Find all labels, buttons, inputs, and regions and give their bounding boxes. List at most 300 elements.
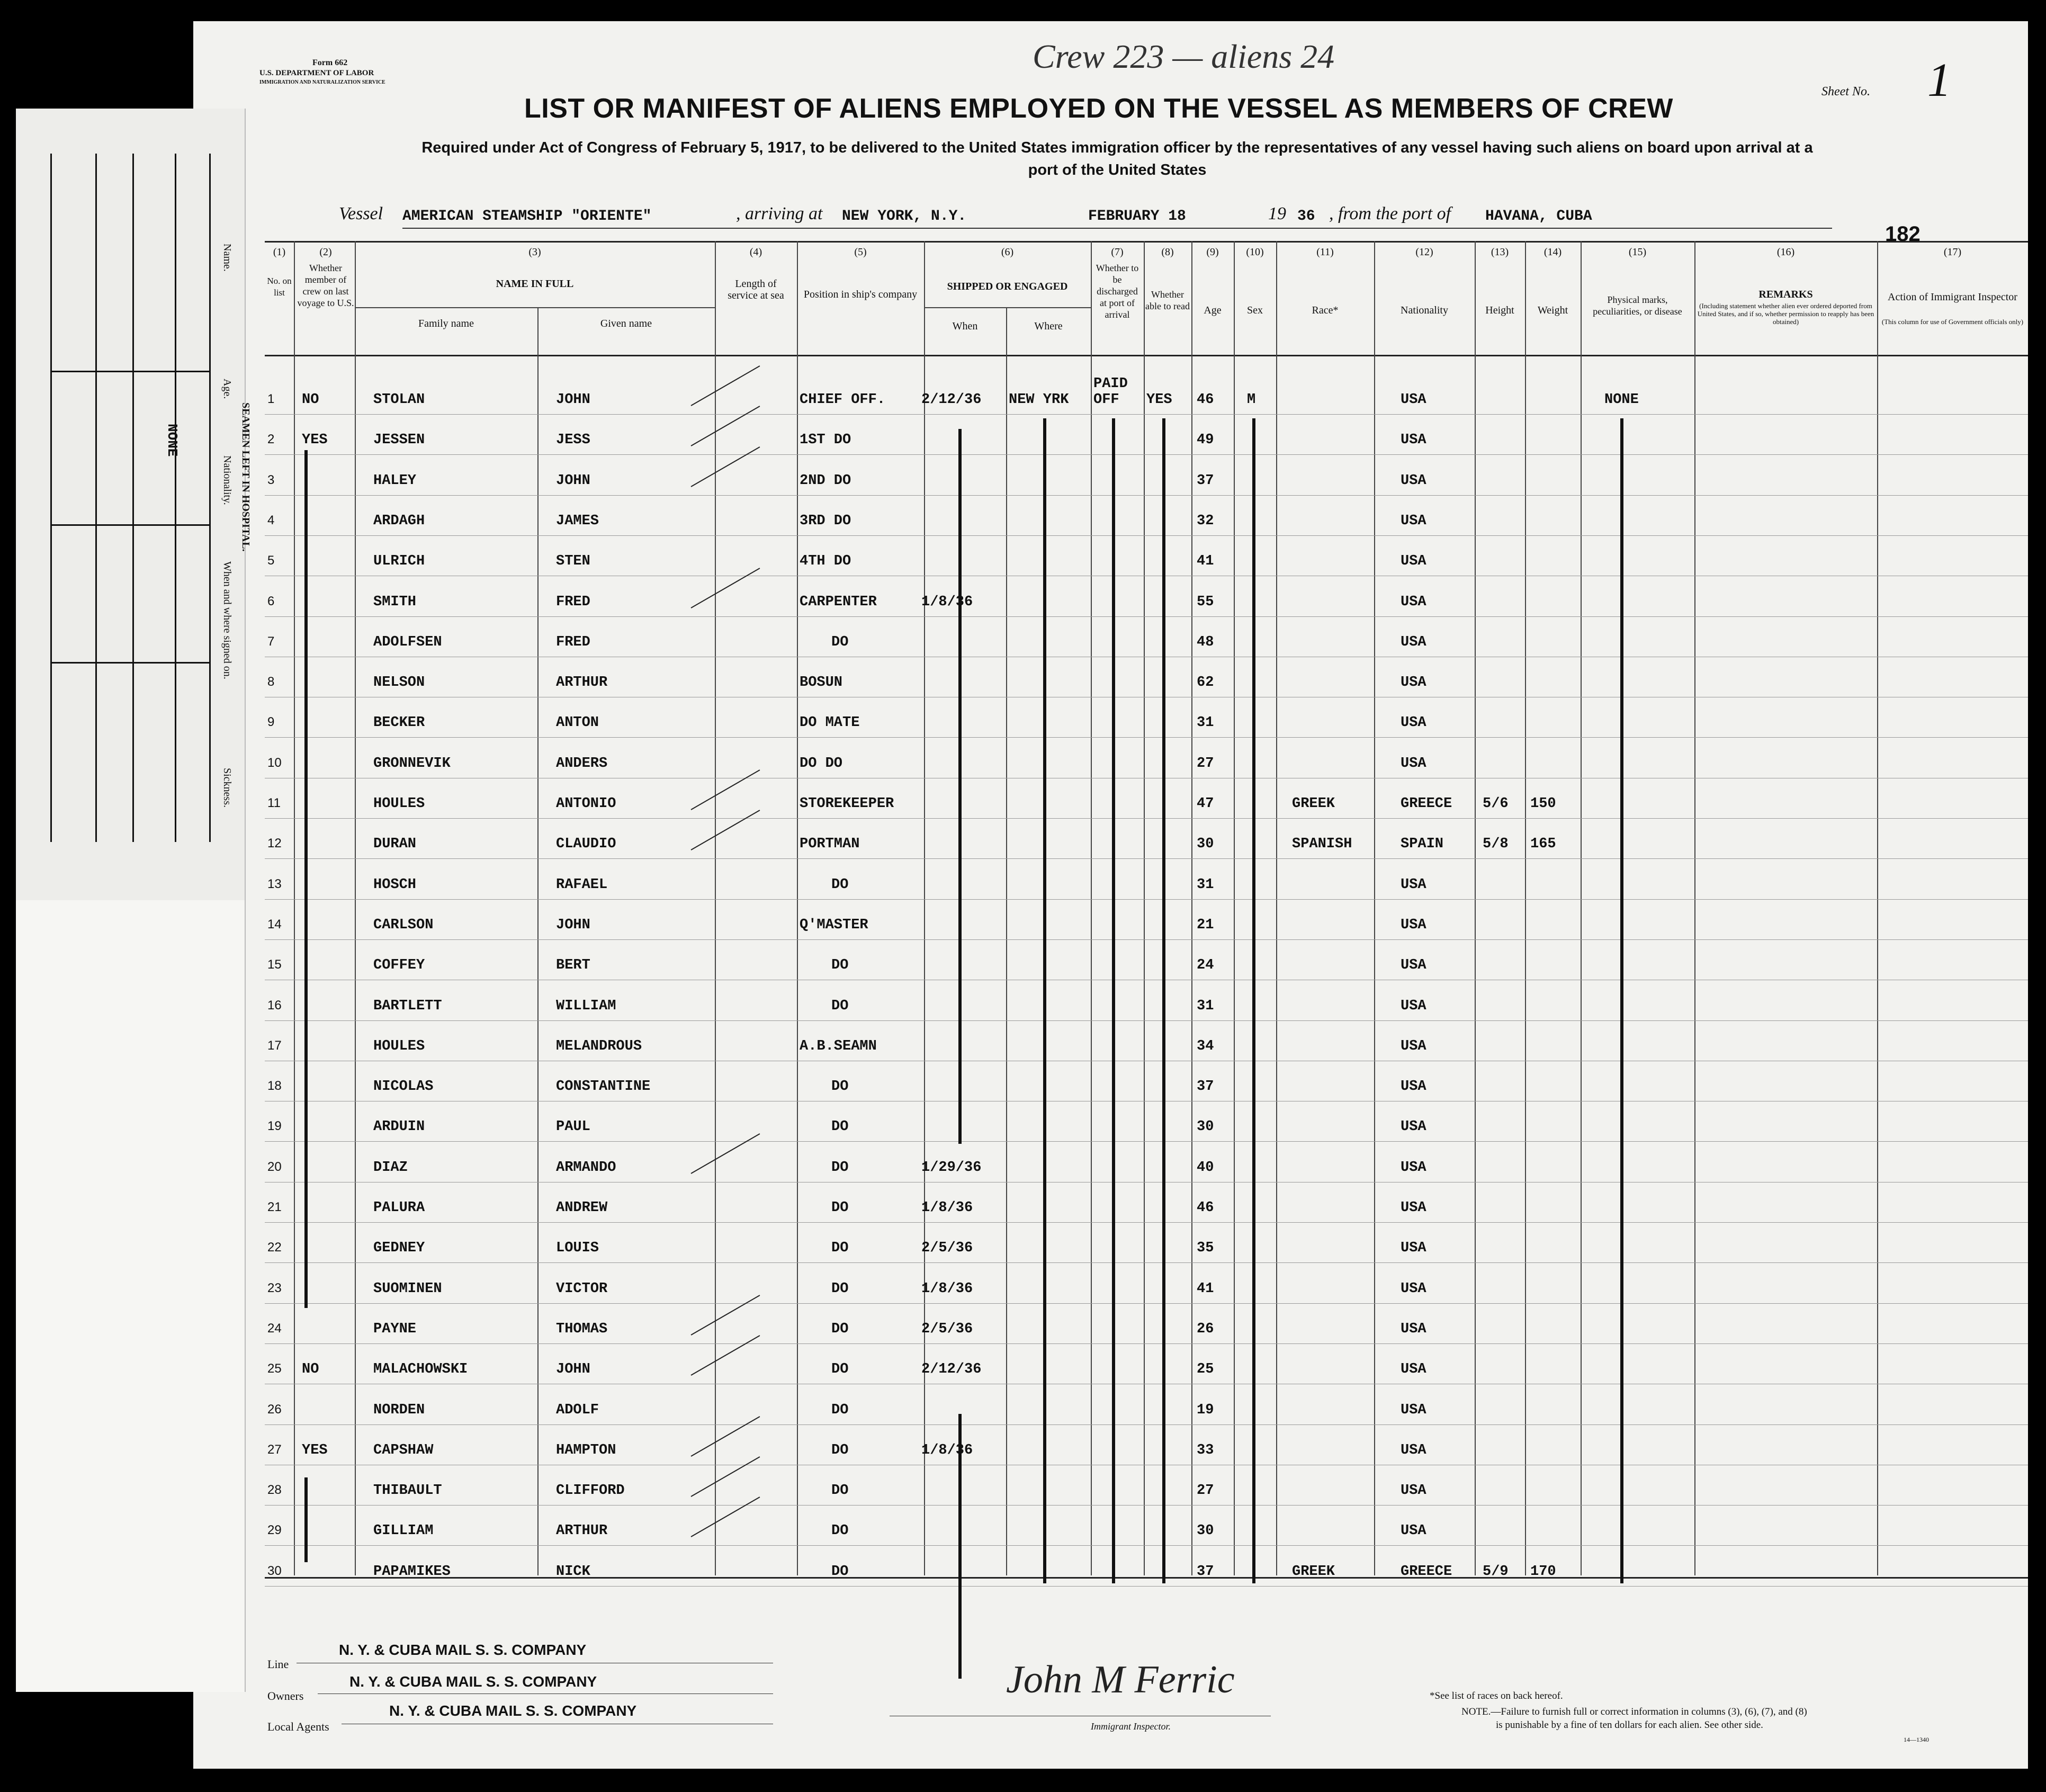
crew-age: 37	[1197, 472, 1214, 489]
crew-family-name: CARLSON	[373, 917, 434, 933]
crew-row-number: 3	[267, 472, 275, 487]
row-rule	[265, 858, 2028, 859]
crew-family-name: SMITH	[373, 594, 417, 610]
row-rule	[265, 616, 2028, 617]
handwritten-count: Crew 223 — aliens 24	[1033, 38, 1335, 75]
crew-family-name: GRONNEVIK	[373, 755, 451, 772]
crew-row-number: 1	[267, 392, 275, 406]
crew-position: DO	[831, 1200, 849, 1216]
crew-row-number: 16	[267, 998, 282, 1013]
col16-number: (16)	[1776, 246, 1795, 258]
crew-given-name: ARMANDO	[556, 1159, 616, 1176]
crew-position: DO	[831, 1079, 849, 1095]
col3-label: NAME IN FULL	[496, 278, 574, 290]
crew-nationality: USA	[1401, 634, 1426, 650]
vessel-label: Vessel	[339, 204, 383, 223]
agents-company: N. Y. & CUBA MAIL S. S. COMPANY	[389, 1703, 637, 1719]
crew-family-name: PAYNE	[373, 1321, 417, 1337]
crew-given-name: JOHN	[556, 472, 590, 489]
col-divider	[715, 241, 716, 1575]
crew-physical-marks: NONE	[1604, 392, 1639, 408]
vessel-name: AMERICAN STEAMSHIP "ORIENTE"	[402, 208, 652, 225]
crew-age: 31	[1197, 715, 1214, 731]
crew-discharged: PAID OFF	[1093, 376, 1128, 408]
ditto-stroke	[958, 1414, 962, 1679]
sheet-number: 1	[1927, 54, 1951, 106]
crew-family-name: ADOLFSEN	[373, 634, 442, 650]
ditto-stroke	[1620, 418, 1623, 1583]
col4-number: (4)	[749, 246, 762, 258]
col-divider	[1091, 241, 1092, 1575]
crew-family-name: BARTLETT	[373, 998, 442, 1014]
crew-age: 46	[1197, 392, 1214, 408]
col6-when-label: When	[952, 320, 978, 332]
row-rule	[265, 414, 2028, 415]
col6-where-label: Where	[1034, 320, 1063, 332]
crew-family-name: JESSEN	[373, 432, 425, 449]
col2-label: Whether member of crew on last voyage to U.S.	[297, 263, 354, 308]
crew-given-name: THOMAS	[556, 1321, 608, 1337]
crew-last-voyage: YES	[302, 1442, 328, 1458]
inspector-label: Immigrant Inspector.	[1091, 1721, 1171, 1732]
crew-shipped-when: 2/5/36	[921, 1321, 973, 1337]
col14-number: (14)	[1544, 246, 1562, 258]
crew-shipped-when: 1/29/36	[921, 1159, 982, 1176]
page-title: LIST OR MANIFEST OF ALIENS EMPLOYED ON THE VESSEL AS MEMBERS OF CREW	[524, 93, 1673, 124]
crew-given-name: VICTOR	[556, 1280, 608, 1297]
departure-port: HAVANA, CUBA	[1485, 208, 1592, 225]
crew-family-name: COFFEY	[373, 957, 425, 974]
crew-given-name: JOHN	[556, 392, 590, 408]
col3-given-label: Given name	[600, 318, 652, 329]
crew-age: 32	[1197, 513, 1214, 529]
crew-family-name: THIBAULT	[373, 1483, 442, 1499]
crew-given-name: ANDREW	[556, 1200, 608, 1216]
col-divider	[1475, 241, 1476, 1575]
shipped-subheader-rule	[924, 307, 1091, 308]
crew-given-name: JOHN	[556, 917, 590, 933]
arrival-port: NEW YORK, N.Y.	[842, 208, 967, 225]
flap-age-header: Age.	[221, 379, 233, 399]
crew-row-number: 9	[267, 715, 275, 730]
col7-number: (7)	[1111, 246, 1124, 258]
col1-label: No. on list	[267, 276, 292, 298]
name-subheader-rule	[355, 307, 715, 308]
crew-nationality: USA	[1401, 553, 1426, 570]
crew-position: PORTMAN	[800, 836, 860, 853]
vessel-underline	[402, 228, 1832, 229]
crew-age: 37	[1197, 1563, 1214, 1580]
crew-position: DO MATE	[800, 715, 860, 731]
col-divider	[1374, 241, 1375, 1575]
crew-position: DO	[831, 957, 849, 974]
crew-nationality: USA	[1401, 1321, 1426, 1337]
crew-nationality: USA	[1401, 1038, 1426, 1054]
crew-position: DO	[831, 634, 849, 650]
crew-age: 30	[1197, 1119, 1214, 1135]
crew-age: 27	[1197, 755, 1214, 772]
crew-age: 47	[1197, 796, 1214, 812]
service: IMMIGRATION AND NATURALIZATION SERVICE	[259, 79, 385, 85]
flap-rule	[132, 154, 134, 842]
line-label: Line	[267, 1657, 289, 1671]
crew-race: GREEK	[1292, 796, 1335, 812]
crew-given-name: CONSTANTINE	[556, 1079, 651, 1095]
col-divider	[1006, 307, 1007, 1575]
col11-label: Race*	[1312, 304, 1339, 316]
crew-position: DO DO	[800, 755, 843, 772]
ditto-stroke	[1112, 418, 1115, 1583]
crew-weight: 165	[1530, 836, 1556, 853]
crew-age: 49	[1197, 432, 1214, 449]
flap-rule	[209, 154, 211, 842]
row-rule	[265, 1505, 2028, 1506]
flap-rule	[95, 154, 97, 842]
crew-age: 35	[1197, 1240, 1214, 1257]
flap-rule	[50, 371, 209, 372]
crew-given-name: ARTHUR	[556, 675, 608, 691]
crew-position: DO	[831, 1402, 849, 1418]
sheet-label: Sheet No.	[1821, 85, 1870, 98]
row-rule	[265, 1303, 2028, 1304]
row-rule	[265, 1545, 2028, 1546]
crew-age: 46	[1197, 1200, 1214, 1216]
crew-row-number: 26	[267, 1402, 282, 1417]
crew-row-number: 2	[267, 432, 275, 447]
col4-label: Length of service at sea	[728, 278, 784, 301]
col8-number: (8)	[1161, 246, 1174, 258]
col-divider	[1581, 241, 1582, 1575]
crew-position: DO	[831, 1280, 849, 1297]
crew-nationality: USA	[1401, 472, 1426, 489]
crew-given-name: MELANDROUS	[556, 1038, 642, 1054]
crew-position: DO	[831, 1523, 849, 1539]
col-divider	[294, 241, 295, 1575]
col3-family-label: Family name	[418, 318, 474, 329]
crew-position: BOSUN	[800, 675, 843, 691]
crew-nationality: USA	[1401, 1119, 1426, 1135]
col15-number: (15)	[1628, 246, 1647, 258]
col13-number: (13)	[1491, 246, 1509, 258]
crew-family-name: HOSCH	[373, 876, 417, 893]
crew-row-number: 15	[267, 957, 282, 972]
col-divider	[1877, 241, 1878, 1575]
row-rule	[265, 535, 2028, 536]
note-fine: is punishable by a fine of ten dollars for each alien. See other side.	[1496, 1719, 1763, 1731]
crew-nationality: USA	[1401, 1280, 1426, 1297]
crew-age: 19	[1197, 1402, 1214, 1418]
flap-name-header: Name.	[221, 244, 233, 272]
crew-nationality: USA	[1401, 675, 1426, 691]
crew-family-name: ULRICH	[373, 553, 425, 570]
col17-label: Action of Immigrant Inspector	[1888, 291, 2017, 303]
col10-label: Sex	[1247, 304, 1263, 316]
crew-age: 31	[1197, 998, 1214, 1014]
crew-row-number: 24	[267, 1321, 282, 1336]
crew-height: 5/9	[1483, 1563, 1509, 1580]
col11-number: (11)	[1316, 246, 1334, 258]
crew-row-number: 28	[267, 1483, 282, 1498]
form-number: Form 662	[312, 58, 348, 67]
crew-family-name: ARDAGH	[373, 513, 425, 529]
crew-position: DO	[831, 1442, 849, 1458]
crew-family-name: NICOLAS	[373, 1079, 434, 1095]
note-races: *See list of races on back hereof.	[1430, 1690, 1563, 1701]
crew-family-name: HOULES	[373, 1038, 425, 1054]
crew-nationality: USA	[1401, 1483, 1426, 1499]
crew-given-name: ANTONIO	[556, 796, 616, 812]
arrival-date: FEBRUARY 18	[1088, 208, 1186, 225]
header-bottom-rule	[265, 355, 2028, 356]
crew-nationality: USA	[1401, 1200, 1426, 1216]
crew-last-voyage: NO	[302, 1361, 319, 1378]
crew-nationality: USA	[1401, 998, 1426, 1014]
crew-given-name: ADOLF	[556, 1402, 599, 1418]
arriving-label: , arriving at	[736, 204, 823, 223]
crew-nationality: USA	[1401, 432, 1426, 449]
row-rule	[265, 737, 2028, 738]
crew-position: DO	[831, 876, 849, 893]
crew-family-name: HOULES	[373, 796, 425, 812]
crew-age: 41	[1197, 1280, 1214, 1297]
flap-rule	[50, 154, 52, 842]
col9-number: (9)	[1206, 246, 1219, 258]
crew-given-name: JESS	[556, 432, 590, 449]
col-divider	[1191, 241, 1192, 1575]
col5-label: Position in ship's company	[803, 289, 918, 300]
crew-shipped-when: 1/8/36	[921, 1200, 973, 1216]
crew-position: A.B.SEAMN	[800, 1038, 877, 1054]
crew-nationality: USA	[1401, 1159, 1426, 1176]
crew-position: DO	[831, 1321, 849, 1337]
crew-nationality: USA	[1401, 513, 1426, 529]
crew-height: 5/6	[1483, 796, 1509, 812]
crew-position: DO	[831, 998, 849, 1014]
col16-label: REMARKS	[1758, 289, 1813, 300]
crew-family-name: NELSON	[373, 675, 425, 691]
line-company: N. Y. & CUBA MAIL S. S. COMPANY	[339, 1642, 587, 1658]
ditto-stroke	[304, 1477, 308, 1562]
crew-given-name: FRED	[556, 594, 590, 610]
crew-given-name: ANTON	[556, 715, 599, 731]
crew-row-number: 13	[267, 876, 282, 891]
crew-position: DO	[831, 1119, 849, 1135]
crew-position: CARPENTER	[800, 594, 877, 610]
crew-nationality: USA	[1401, 1240, 1426, 1257]
crew-family-name: STOLAN	[373, 392, 425, 408]
hospital-flap-lower	[16, 900, 245, 1692]
row-rule	[265, 1343, 2028, 1344]
crew-nationality: USA	[1401, 392, 1426, 408]
crew-row-number: 12	[267, 836, 282, 851]
year-prefix: 19	[1268, 204, 1286, 223]
crew-given-name: CLAUDIO	[556, 836, 616, 853]
crew-position: DO	[831, 1240, 849, 1257]
crew-position: DO	[831, 1483, 849, 1499]
crew-position: 1ST DO	[800, 432, 851, 449]
crew-row-number: 7	[267, 634, 275, 649]
crew-race: GREEK	[1292, 1563, 1335, 1580]
crew-family-name: DIAZ	[373, 1159, 408, 1176]
col-divider	[537, 307, 539, 1575]
crew-nationality: SPAIN	[1401, 836, 1444, 853]
col2-number: (2)	[319, 246, 332, 258]
crew-given-name: JAMES	[556, 513, 599, 529]
col-divider	[355, 241, 356, 1575]
crew-shipped-when: 1/8/36	[921, 1442, 973, 1458]
crew-nationality: GREECE	[1401, 1563, 1452, 1580]
crew-given-name: LOUIS	[556, 1240, 599, 1257]
col-divider	[1144, 241, 1145, 1575]
row-rule	[265, 899, 2028, 900]
row-rule	[265, 1586, 2028, 1587]
crew-nationality: USA	[1401, 1442, 1426, 1458]
crew-family-name: NORDEN	[373, 1402, 425, 1418]
crew-given-name: STEN	[556, 553, 590, 570]
col3-number: (3)	[528, 246, 541, 258]
row-rule	[265, 1141, 2028, 1142]
ditto-stroke	[1043, 418, 1046, 1583]
crew-given-name: RAFAEL	[556, 876, 608, 893]
row-rule	[265, 1262, 2028, 1263]
col1-number: (1)	[273, 246, 286, 258]
crew-nationality: USA	[1401, 957, 1426, 974]
crew-race: SPANISH	[1292, 836, 1352, 853]
ditto-stroke	[1252, 418, 1255, 1583]
crew-row-number: 25	[267, 1361, 282, 1376]
crew-nationality: USA	[1401, 594, 1426, 610]
ditto-stroke	[304, 1070, 308, 1297]
row-rule	[265, 1020, 2028, 1021]
col9-label: Age	[1204, 304, 1222, 316]
crew-position: DO	[831, 1361, 849, 1378]
agents-label: Local Agents	[267, 1720, 329, 1733]
crew-row-number: 23	[267, 1280, 282, 1295]
crew-family-name: ARDUIN	[373, 1119, 425, 1135]
ditto-stroke	[958, 429, 962, 1144]
crew-nationality: USA	[1401, 715, 1426, 731]
flap-none: NONE	[164, 424, 180, 457]
crew-position: DO	[831, 1159, 849, 1176]
crew-row-number: 22	[267, 1240, 282, 1255]
row-rule	[265, 495, 2028, 496]
crew-row-number: 19	[267, 1119, 282, 1134]
crew-family-name: PAPAMIKES	[373, 1563, 451, 1580]
col17-note: (This column for use of Government officials only)	[1881, 318, 2024, 326]
crew-age: 27	[1197, 1483, 1214, 1499]
crew-able-to-read: YES	[1146, 392, 1172, 408]
note-failure: NOTE.—Failure to furnish full or correct information in columns (3), (6), (7), and (8)	[1461, 1706, 1807, 1717]
crew-age: 37	[1197, 1079, 1214, 1095]
crew-row-number: 30	[267, 1563, 282, 1578]
crew-table	[265, 241, 2028, 1579]
flap-rule	[50, 524, 209, 526]
col17-number: (17)	[1943, 246, 1962, 258]
crew-position: STOREKEEPER	[800, 796, 894, 812]
crew-nationality: USA	[1401, 755, 1426, 772]
crew-family-name: PALURA	[373, 1200, 425, 1216]
subtitle-line-2: port of the United States	[1028, 162, 1207, 178]
crew-row-number: 10	[267, 755, 282, 770]
crew-row-number: 21	[267, 1200, 282, 1214]
flap-title: SEAMEN LEFT IN HOSPITAL.	[240, 402, 252, 552]
crew-age: 21	[1197, 917, 1214, 933]
department: U.S. DEPARTMENT OF LABOR	[259, 69, 374, 77]
col5-number: (5)	[854, 246, 867, 258]
crew-row-number: 29	[267, 1523, 282, 1538]
crew-shipped-when: 2/12/36	[921, 1361, 982, 1378]
crew-given-name: BERT	[556, 957, 590, 974]
crew-position: CHIEF OFF.	[800, 392, 886, 408]
crew-nationality: USA	[1401, 1523, 1426, 1539]
flap-sickness-header: Sickness.	[221, 768, 233, 808]
crew-nationality: USA	[1401, 1402, 1426, 1418]
crew-last-voyage: NO	[302, 392, 319, 408]
crew-nationality: USA	[1401, 876, 1426, 893]
col12-number: (12)	[1415, 246, 1433, 258]
crew-family-name: DURAN	[373, 836, 417, 853]
crew-age: 25	[1197, 1361, 1214, 1378]
crew-age: 31	[1197, 876, 1214, 893]
crew-shipped-when: 2/5/36	[921, 1240, 973, 1257]
crew-nationality: USA	[1401, 1361, 1426, 1378]
print-code: 14—1340	[1904, 1736, 1929, 1743]
crew-age: 33	[1197, 1442, 1214, 1458]
col6-label: SHIPPED OR ENGAGED	[947, 281, 1068, 292]
crew-given-name: CLIFFORD	[556, 1483, 625, 1499]
flap-nationality-header: Nationality.	[221, 455, 233, 505]
flap-rule	[175, 154, 176, 842]
owners-label: Owners	[267, 1689, 304, 1703]
col14-label: Weight	[1537, 304, 1568, 316]
col-divider	[1525, 241, 1526, 1575]
crew-family-name: SUOMINEN	[373, 1280, 442, 1297]
crew-row-number: 11	[267, 796, 281, 810]
crew-weight: 150	[1530, 796, 1556, 812]
col13-label: Height	[1485, 304, 1514, 316]
col8-label: Whether able to read	[1145, 289, 1190, 311]
crew-position: Q'MASTER	[800, 917, 868, 933]
crew-row-number: 20	[267, 1159, 282, 1174]
ditto-stroke	[1162, 418, 1165, 1583]
col12-label: Nationality	[1401, 304, 1448, 316]
crew-shipped-where: NEW YRK	[1009, 392, 1069, 408]
crew-shipped-when: 1/8/36	[921, 594, 973, 610]
crew-row-number: 5	[267, 553, 275, 568]
crew-row-number: 4	[267, 513, 275, 527]
row-rule	[265, 818, 2028, 819]
crew-age: 48	[1197, 634, 1214, 650]
col15-label: Physical marks, peculiarities, or disease	[1593, 294, 1682, 317]
crew-nationality: GREECE	[1401, 796, 1452, 812]
crew-age: 24	[1197, 957, 1214, 974]
crew-family-name: MALACHOWSKI	[373, 1361, 468, 1378]
row-rule	[265, 939, 2028, 940]
col10-number: (10)	[1246, 246, 1264, 258]
crew-given-name: PAUL	[556, 1119, 590, 1135]
col6-number: (6)	[1001, 246, 1014, 258]
crew-family-name: GILLIAM	[373, 1523, 434, 1539]
crew-given-name: FRED	[556, 634, 590, 650]
crew-height: 5/8	[1483, 836, 1509, 853]
crew-age: 62	[1197, 675, 1214, 691]
crew-shipped-when: 2/12/36	[921, 392, 982, 408]
crew-age: 55	[1197, 594, 1214, 610]
crew-age: 26	[1197, 1321, 1214, 1337]
crew-given-name: WILLIAM	[556, 998, 616, 1014]
crew-weight: 170	[1530, 1563, 1556, 1580]
subtitle-line-1: Required under Act of Congress of February 5, 1917, to be delivered to the United States immigration officer by the representatives of any vessel having such aliens on board upon arrival at a	[421, 139, 1813, 156]
